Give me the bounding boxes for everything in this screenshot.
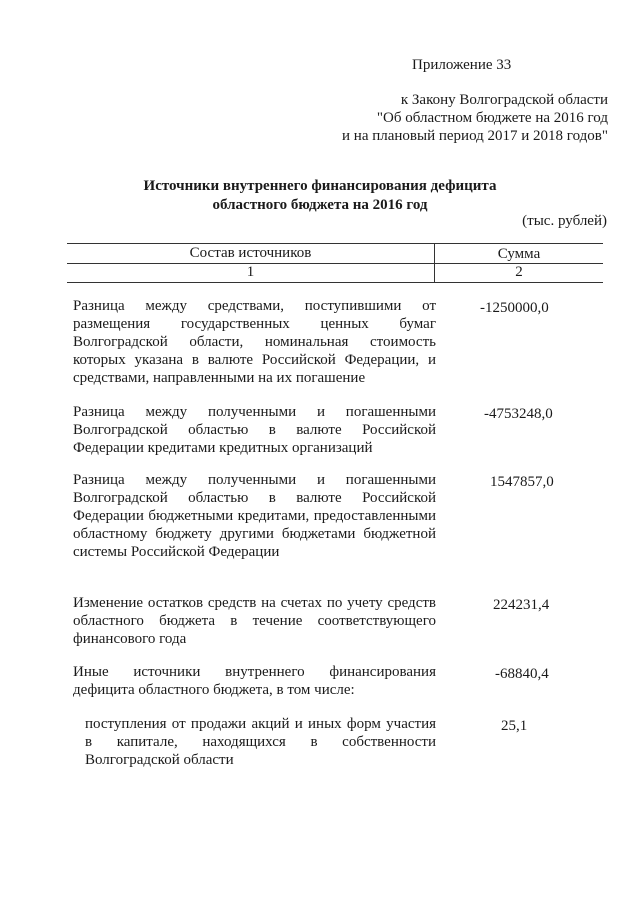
row-amount: -1250000,0 — [480, 300, 549, 316]
row-description: Изменение остатков средств на счетах по учету средств областного бюджета в течение соответствующего финансового года — [73, 595, 436, 647]
title-line: Источники внутреннего финансирования дефицита — [143, 178, 497, 194]
law-reference-line: "Об областном бюджете на 2016 год — [376, 110, 608, 126]
table-top-rule — [67, 243, 603, 244]
column-header-sum: Сумма — [497, 246, 541, 262]
column-number-2: 2 — [515, 264, 523, 280]
law-reference-line: к Закону Волгоградской области — [400, 92, 608, 108]
row-description: Разница между полученными и погашенными Волгоградской областью в валюте Российской Федерации кредитами кредитных организаций — [73, 404, 436, 456]
column-header-sources: Состав источников — [189, 245, 312, 261]
row-amount: 1547857,0 — [490, 474, 554, 490]
table-header — [67, 243, 603, 283]
row-description: Разница между полученными и погашенными Волгоградской областью в валюте Российской Федерации бюджетными кредитами, предоставленными областному бюджету другими бюджетами бюджетной системы Российской Федерации — [73, 472, 436, 560]
units-label: (тыс. рублей) — [522, 213, 607, 229]
column-number-1: 1 — [246, 264, 255, 280]
document-title — [0, 177, 640, 215]
row-amount: 25,1 — [501, 718, 528, 734]
law-reference-line: и на плановый период 2017 и 2018 годов" — [342, 128, 608, 144]
appendix-number: Приложение 33 — [412, 57, 512, 73]
table-bottom-rule — [67, 282, 603, 283]
row-amount: -68840,4 — [495, 666, 549, 682]
title-line: областного бюджета на 2016 год — [212, 197, 428, 213]
row-description: Разница между средствами, поступившими от размещения государственных ценных бумаг Волгоградской области, номинальная стоимость которых указана в валюте Российской Федерации, и средствами, направленными на их погашение — [73, 298, 436, 386]
row-description: поступления от продажи акций и иных форм участия в капитале, находящихся в собственности Волгоградской области — [85, 716, 436, 768]
row-amount: -4753248,0 — [484, 406, 553, 422]
row-description: Иные источники внутреннего финансирования дефицита областного бюджета, в том числе: — [73, 664, 436, 698]
row-amount: 224231,4 — [493, 597, 550, 613]
law-reference — [342, 91, 608, 145]
